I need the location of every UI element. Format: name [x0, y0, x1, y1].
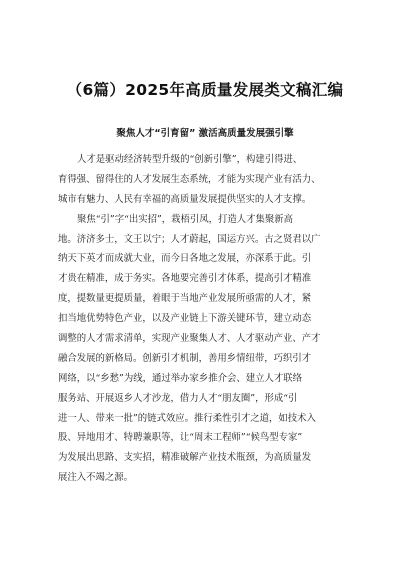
paragraph-line: 地。济济多士，文王以宁；人才蔚起，国运方兴。古之贤君以广	[58, 233, 321, 245]
paragraph-line: 纳天下英才而成就大业，而今日各地之发展，亦深系于此。引	[58, 253, 312, 265]
paragraph-line: 聚焦“引”字“出实招”，栽梧引凤，打造人才集聚新高	[77, 213, 294, 225]
paragraph-line: 股、异地用才、特聘兼职等，让“周末工程师”“候鸟型专家”	[58, 432, 303, 444]
body-text	[58, 150, 352, 488]
paragraph-line: 扣当地优势特色产业，以及产业链上下游关键环节，建立动态	[58, 313, 312, 325]
paragraph-line: 人才是驱动经济转型升级的“创新引擎”，构建引得进、	[77, 154, 303, 165]
document-title: （6篇）2025年高质量发展类文稿汇编	[66, 81, 344, 99]
paragraph-line: 育得强、留得住的人才发展生态系统，才能为实现产业有活力、	[58, 173, 321, 185]
paragraph-line: 进一人、带来一批”的链式效应。推行柔性引才之道，如技术入	[58, 412, 316, 424]
paragraph-line: 城市有魅力、人民有幸福的高质量发展提供坚实的人才支撑。	[58, 193, 312, 205]
section-heading: 聚焦人才“引育留” 激活高质量发展强引擎	[116, 128, 294, 139]
paragraph-line: 展注入不竭之源。	[58, 472, 134, 484]
paragraph-line: 才贵在精准，成于务实。各地要完善引才体系，提高引才精准	[58, 273, 312, 285]
paragraph-line: 融合发展的新格局。创新引才机制，善用乡情纽带，巧织引才	[58, 352, 312, 364]
paragraph-line: 调整的人才需求清单，实现产业聚集人才、人才驱动产业、产才	[58, 333, 321, 345]
paragraph-line: 网络，以“乡愁”为线，通过举办家乡推介会、建立人才联络	[58, 372, 302, 384]
paragraph-line: 服务站、开展返乡人才沙龙，借力人才“朋友圈”，形成“引	[58, 392, 298, 404]
paragraph-line: 度，提数量更提质量，着眼于当地产业发展所亟需的人才，紧	[58, 293, 312, 305]
paragraph-line: 为发展出思路、支实招，精准破解产业技术瓶颈，为高质量发	[58, 452, 312, 464]
